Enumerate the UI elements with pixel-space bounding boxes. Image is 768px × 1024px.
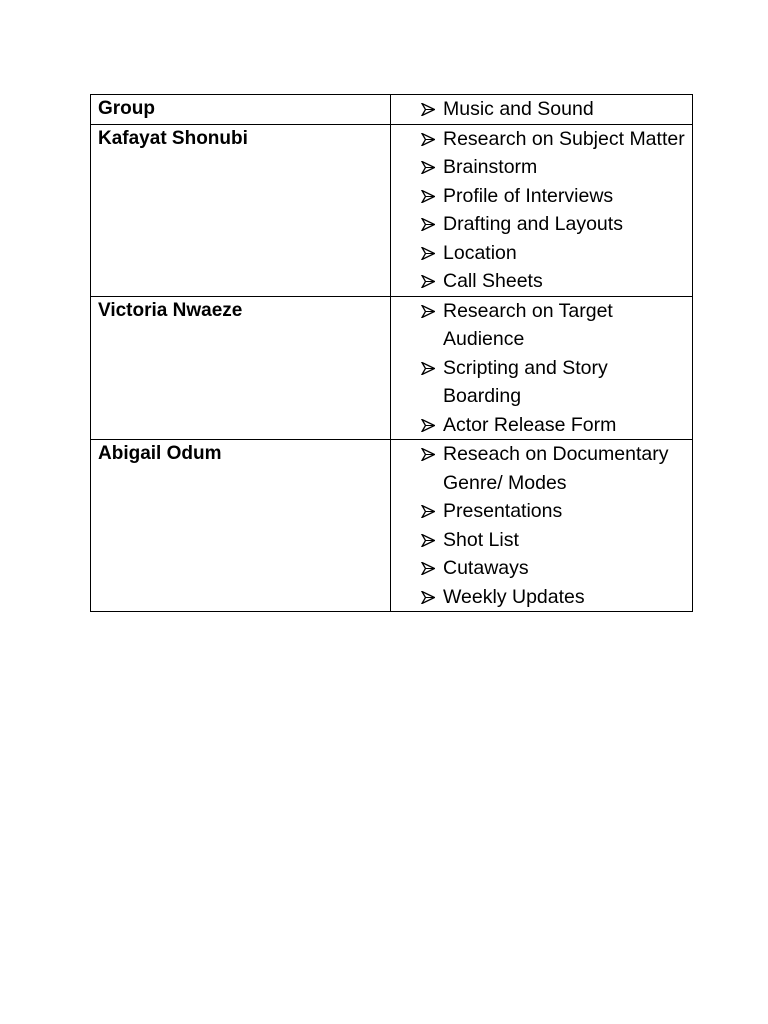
task-cell — [391, 95, 693, 125]
task-text: Weekly Updates — [443, 585, 585, 608]
task-text: Shot List — [443, 528, 519, 551]
arrow-right-icon — [421, 247, 435, 260]
task-item — [421, 411, 686, 440]
task-text: Scripting and Story Boarding — [443, 356, 608, 407]
table-row — [91, 296, 693, 440]
task-item — [421, 526, 686, 555]
task-text: Presentations — [443, 500, 563, 522]
arrow-right-icon — [421, 218, 435, 231]
task-item — [421, 267, 686, 296]
table-row — [91, 95, 693, 125]
task-item — [421, 95, 686, 124]
arrow-right-icon — [421, 275, 435, 288]
arrow-right-icon — [421, 103, 435, 116]
task-item — [421, 153, 686, 182]
table-row — [91, 440, 693, 612]
task-list — [391, 440, 692, 611]
task-text: Music and Sound — [443, 98, 594, 120]
table-body — [91, 95, 693, 612]
group-header-cell: Group — [91, 95, 391, 125]
task-cell — [391, 296, 693, 440]
task-list — [391, 297, 692, 440]
task-item — [421, 210, 686, 239]
task-item — [421, 440, 686, 497]
task-text: Profile of Interviews — [443, 184, 614, 207]
task-text: Brainstorm — [443, 156, 538, 178]
member-name-cell: Kafayat Shonubi — [91, 124, 391, 296]
task-list — [391, 125, 692, 296]
task-text: Actor Release Form — [443, 413, 617, 436]
table-row — [91, 124, 693, 296]
member-name-cell: Victoria Nwaeze — [91, 296, 391, 440]
arrow-right-icon — [421, 505, 435, 518]
arrow-right-icon — [421, 419, 435, 432]
arrow-right-icon — [421, 362, 435, 375]
task-text: Research on Subject Matter — [443, 127, 685, 150]
arrow-right-icon — [421, 448, 435, 461]
task-item — [421, 554, 686, 583]
task-text: Call Sheets — [443, 270, 543, 292]
arrow-right-icon — [421, 161, 435, 174]
task-text: Cutaways — [443, 557, 529, 579]
task-item — [421, 239, 686, 268]
task-text: Reseach on Documentary Genre/ Modes — [443, 443, 669, 494]
task-cell — [391, 440, 693, 612]
task-item — [421, 125, 686, 154]
task-item — [421, 497, 686, 526]
arrow-right-icon — [421, 534, 435, 547]
task-item — [421, 583, 686, 612]
member-name-cell: Abigail Odum — [91, 440, 391, 612]
task-cell — [391, 124, 693, 296]
arrow-right-icon — [421, 305, 435, 318]
task-item — [421, 297, 686, 354]
task-item — [421, 354, 686, 411]
task-item — [421, 182, 686, 211]
task-text: Research on Target Audience — [443, 299, 613, 350]
arrow-right-icon — [421, 562, 435, 575]
arrow-right-icon — [421, 190, 435, 203]
arrow-right-icon — [421, 591, 435, 604]
task-list — [391, 95, 692, 124]
assignment-table — [90, 94, 693, 612]
arrow-right-icon — [421, 133, 435, 146]
task-text: Location — [443, 241, 517, 264]
task-text: Drafting and Layouts — [443, 213, 623, 235]
